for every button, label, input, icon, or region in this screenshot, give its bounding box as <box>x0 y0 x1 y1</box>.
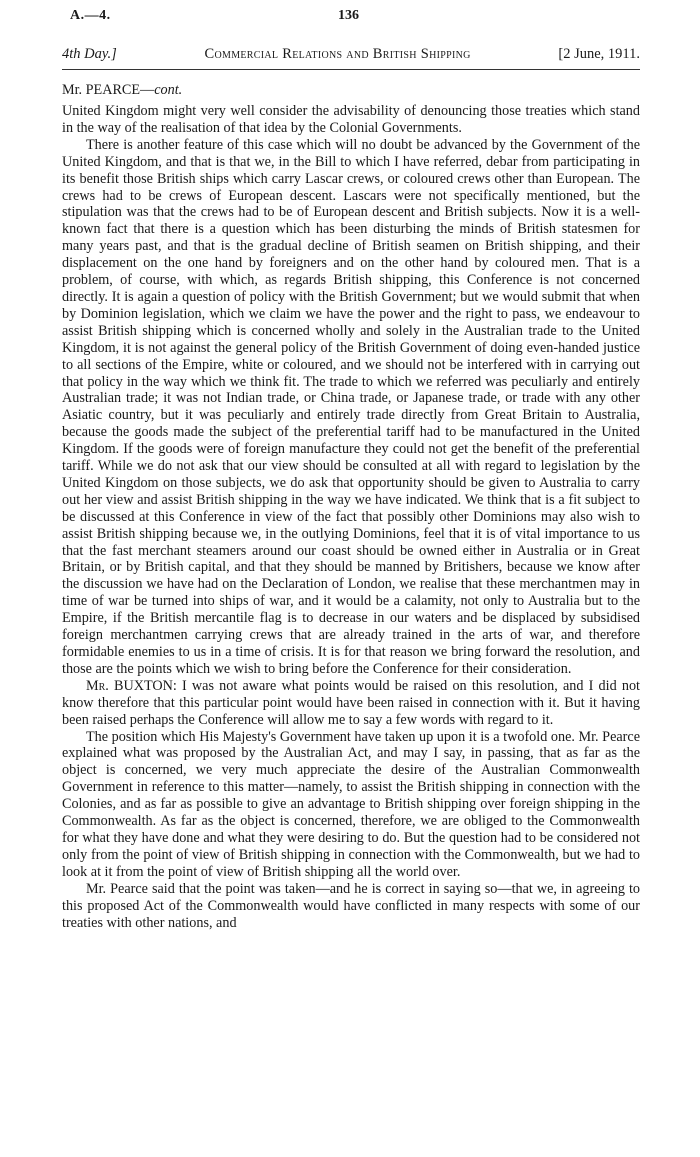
paragraph-5: Mr. Pearce said that the point was taken—and he is correct in saying so—that we, in agreeing to this proposed Act of the Commonwealth would have conflicted in many respects with some of our treaties with other nations, and <box>62 880 640 931</box>
paragraph-1: United Kingdom might very well consider the advisability of denouncing those treaties which stand in the way of the realisation of that idea by the Colonial Governments. <box>62 103 640 136</box>
header-day: 4th Day.] <box>62 46 117 62</box>
paragraph-3-text: : I was not aware what points would be raised on this resolution, and I did not know therefore that this particular point would have been raised in connection with it. But it having been raised perhaps the Conference will allow me to say a few words with regard to it. <box>62 677 640 728</box>
speaker-continued <box>62 82 640 99</box>
paragraph-3-speaker: Mr. BUXTON <box>86 677 173 694</box>
page-number: 136 <box>338 8 359 23</box>
body-text <box>62 103 640 931</box>
header-date: [2 June, 1911. <box>558 46 640 62</box>
paragraph-2: There is another feature of this case which will no doubt be advanced by the Government of the United Kingdom, and that is that we, in the Bill to which I have referred, debar from participating in its benefit those British ships which carry Lascar crews, or coloured crews other than European. The crews had to be crews of European descent. Lascars were not specifically mentioned, but the stipulation was that the crews had to be of European descent and British subjects. Now it is a well-known fact that there is a question which has been disturbing the minds of British statesmen for many years past, and that is the gradual decline of British seamen on British shipping, and their displacement on the one hand by foreigners and on the other hand by coloured men. That is a problem, of course, with which, as regards British shipping, this Conference is not concerned directly. It is again a question of policy with the British Government; but we would submit that when by Dominion legislation, which we claim we have the power and the right to pass, we endeavour to assist British shipping which is concerned wholly and solely in the Australian trade to the United Kingdom, it is not against the general policy of the British Government of doing even-handed justice to all sections of the Empire, white or coloured, and we should not be interfered with in carrying out that policy in the way which we think fit. The trade to which we referred was peculiarly and entirely Australian trade; it was not Indian trade, or China trade, or Japanese trade, or trade with any other Asiatic country, but it was peculiarly and entirely trade directly from Great Britain to Australia, because the goods made the subject of the preferential tariff had to be manufactured in the United Kingdom. If the goods were of foreign manufacture they could not get the benefit of the preferential tariff. While we do not ask that our view should be consulted at all with regard to legislation by the United Kingdom on those subjects, we do ask that opportunity should be given to Australia to carry out her view and assist British shipping in the way we have indicated. We think that is a fit subject to be discussed at this Conference in view of the fact that possibly other Dominions may also wish to assist British shipping because we, in the outlying Dominions, feel that it is of vital importance to us that the fast merchant steamers around our coast should be owned either in Australia or in Great Britain, or by British capital, and that they should be manned by Britishers, because we know after the discussion we have had on the Declaration of London, we realise that these merchantmen may in time of war be turned into ships of war, and it would be a calamity, not only to Australia but to the Empire, if the British mercantile flag is to decrease in our waters and be displaced by subsidised foreign merchantmen carrying crews that are already trained in the arts of war, and therefore formidable enemies to us in a time of crisis. It is for that reason we bring forward the resolution, and those are the points which we wish to bring before the Conference for their consideration. <box>62 136 640 677</box>
running-header <box>62 46 640 70</box>
speaker-continued-suffix: cont. <box>154 82 183 98</box>
header-title: Commercial Relations and British Shipping <box>204 46 471 62</box>
paragraph-4: The position which His Majesty's Government have taken up upon it is a twofold one. Mr. Pearce explained what was proposed by the Australian Act, and may I say, in passing, that as far as the object is concerned, we very much appreciate the desire of the Australian Commonwealth Government in reference to this matter—namely, to assist the British shipping in connection with the Colonies, and as far as possible to give an advantage to British shipping over foreign shipping in the Commonwealth. As far as the object is concerned, therefore, we are obliged to the Commonwealth for what they have done and what they were desiring to do. But the question had to be considered not only from the point of view of British shipping in connection with the Commonwealth, but we had to look at it from the point of view of British shipping all the world over. <box>62 728 640 880</box>
paragraph-3 <box>62 678 640 729</box>
document-page <box>62 0 640 931</box>
top-line <box>62 8 640 28</box>
document-reference: A.—4. <box>70 8 111 23</box>
speaker-name: Mr. PEARCE— <box>62 82 155 98</box>
